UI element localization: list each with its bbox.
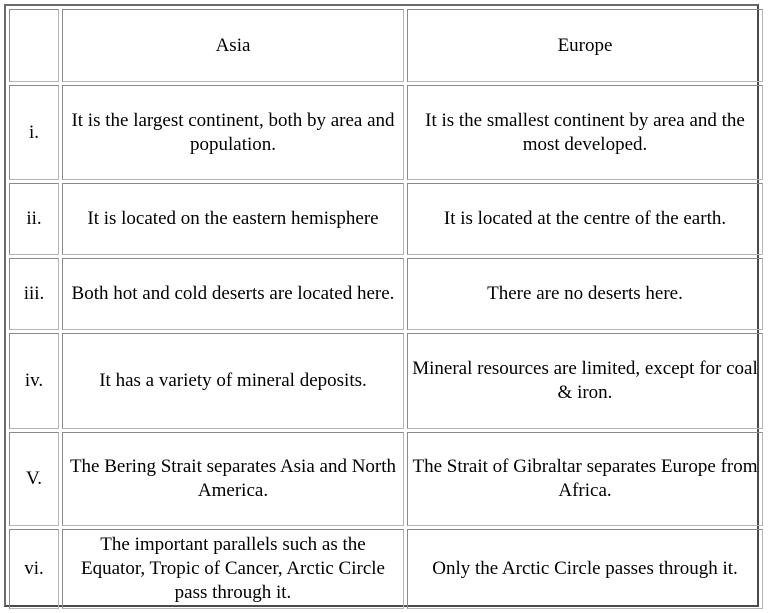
row-number: iii.	[9, 258, 59, 330]
europe-cell: It is located at the centre of the earth.	[407, 183, 763, 255]
europe-cell: Mineral resources are limited, except for coal & iron.	[407, 333, 763, 429]
table-row	[9, 183, 763, 255]
table-row	[9, 529, 763, 609]
asia-cell: It has a variety of mineral deposits.	[62, 333, 404, 429]
row-number: i.	[9, 85, 59, 180]
header-europe: Europe	[407, 9, 763, 82]
header-corner-cell	[9, 9, 59, 82]
asia-cell: It is the largest continent, both by area and population.	[62, 85, 404, 180]
header-asia: Asia	[62, 9, 404, 82]
row-number: V.	[9, 432, 59, 526]
table-row	[9, 85, 763, 180]
asia-cell: The important parallels such as the Equator, Tropic of Cancer, Arctic Circle pass through it.	[62, 529, 404, 609]
table-row	[9, 333, 763, 429]
asia-cell: It is located on the eastern hemisphere	[62, 183, 404, 255]
row-number: iv.	[9, 333, 59, 429]
europe-cell: There are no deserts here.	[407, 258, 763, 330]
row-number: vi.	[9, 529, 59, 609]
row-number: ii.	[9, 183, 59, 255]
header-row	[9, 9, 763, 82]
table-row	[9, 432, 763, 526]
europe-cell: The Strait of Gibraltar separates Europe from Africa.	[407, 432, 763, 526]
asia-cell: The Bering Strait separates Asia and North America.	[62, 432, 404, 526]
table-row	[9, 258, 763, 330]
europe-cell: Only the Arctic Circle passes through it.	[407, 529, 763, 609]
europe-cell: It is the smallest continent by area and the most developed.	[407, 85, 763, 180]
asia-cell: Both hot and cold deserts are located here.	[62, 258, 404, 330]
comparison-table	[6, 6, 766, 612]
